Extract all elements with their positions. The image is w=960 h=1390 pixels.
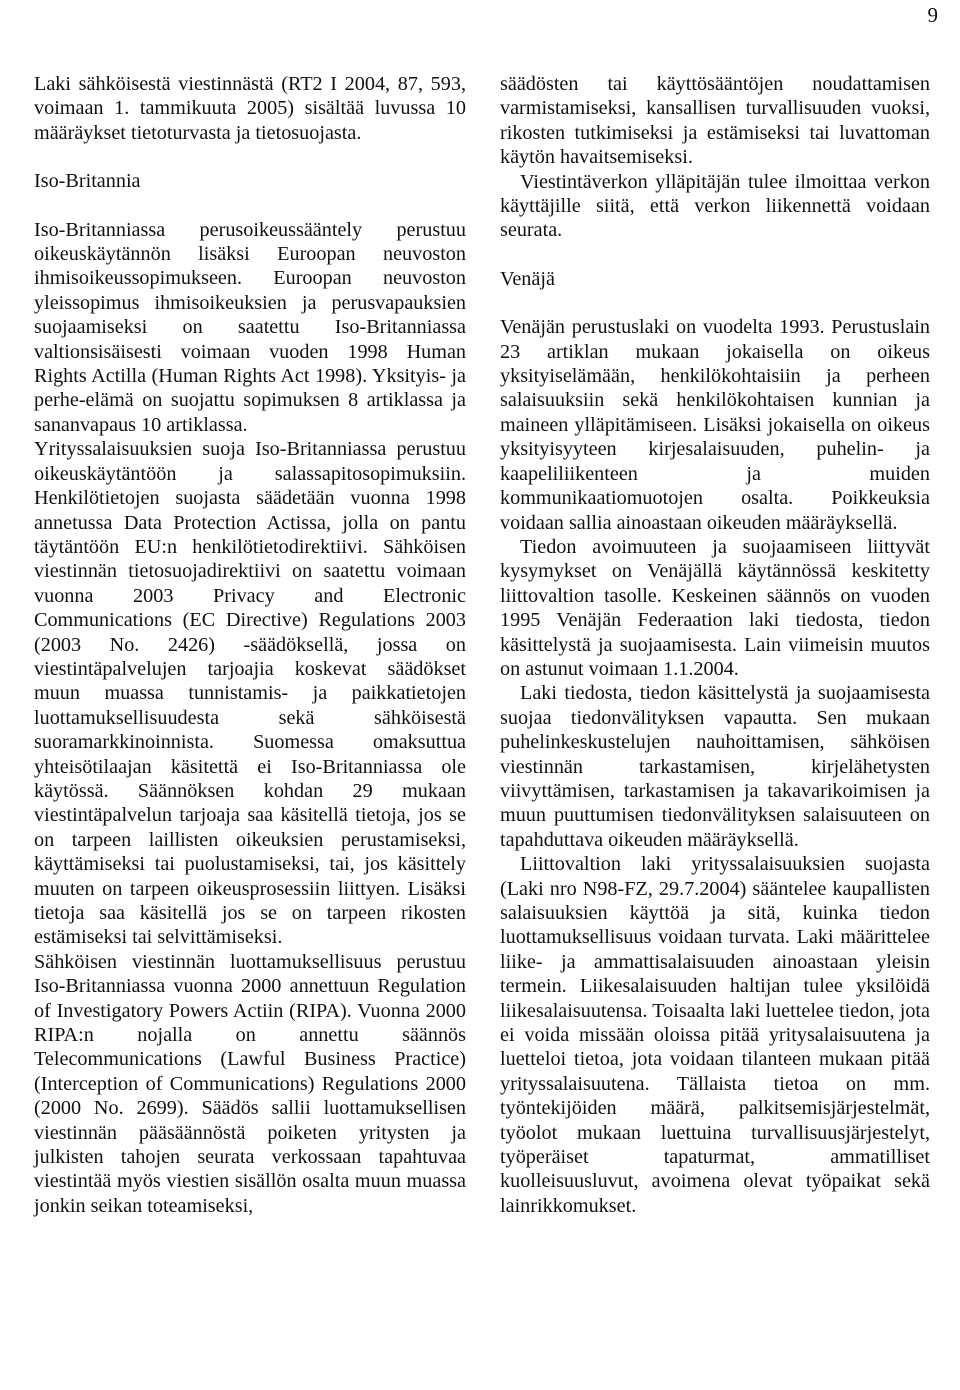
right-column xyxy=(500,72,930,1218)
paragraph: Liittovaltion laki yrityssalaisuuksien suojasta (Laki nro N98-FZ, 29.7.2004) sääntelee kaupallisten salaisuuksien käyttöä ja sitä, kuinka tiedon luottamuksellisuus voidaan turvata. Laki määrittelee liike- ja ammattisalaisuuden ainoastaan yleisin termein. Liikesalaisuuden haltijan tulee yksilöidä liikesalaisuutensa. Toisaalta laki luettelee tiedon, jota ei voida missään oloissa pitää yritysalaisuutena ja luetteloi tietoa, jota voidaan tilanteen mukaan pitää yrityssalaisuutena. Tällaista tietoa on mm. työntekijöiden määrä, palkitsemisjärjestelmät, työolot mukaan luettuina turvallisuusjärjestelyt, työperäiset tapaturmat, ammatilliset kuolleisuusluvut, avoimena olevat työpaikat sekä lainrikkomukset. xyxy=(500,853,930,1217)
intro-paragraph: Laki sähköisestä viestinnästä (RT2 I 2004, 87, 593, voimaan 1. tammikuuta 2005) sisältää luvussa 10 määräykset tietoturvasta ja tietosuojasta. xyxy=(34,73,466,144)
paragraph: säädösten tai käyttösääntöjen noudattamisen varmistamiseksi, kansallisen turvallisuuden vuoksi, rikosten tutkimiseksi ja estämiseksi tai luvattoman käytön havaitsemiseksi. xyxy=(500,73,930,169)
paragraph: Viestintäverkon ylläpitäjän tulee ilmoittaa verkon käyttäjille siitä, että verkon liikennettä voidaan seurata. xyxy=(500,170,930,242)
page-number: 9 xyxy=(927,3,938,27)
paragraph: Venäjän perustuslaki on vuodelta 1993. Perustuslain 23 artiklan mukaan jokaisella on oikeus yksityiselämään, henkilökohtaisiin ja perheen salaisuuksiin sekä henkilökohtaisen kunnian ja maineen ylläpitämiseen. Lisäksi jokaisella on oikeus yksityisyyteen kirjesalaisuuden, puhelin- ja kaapeliliikenteen ja muiden kommunikaatiomuotojen osalta. Poikkeuksia voidaan sallia ainoastaan oikeuden määräyksellä. xyxy=(500,316,930,534)
paragraph: Sähköisen viestinnän luottamuksellisuus perustuu Iso-Britanniassa vuonna 2000 annettuun Regulation of Investigatory Powers Actiin (RIPA). Vuonna 2000 RIPA:n nojalla on annettu säännös Telecommunications (Lawful Business Practice)(Interception of Communications) Regulations 2000 (2000 No. 2699). Säädös sallii luottamuksellisen viestinnän pääsäännöstä poiketen yritysten ja julkisten tahojen seurata verkossaan tapahtuvaa viestintää myös viestien sisällön osalta muun muassa jonkin seikan toteamiseksi, xyxy=(34,950,466,1217)
paragraph: Iso-Britanniassa perusoikeussääntely perustuu oikeuskäytännön lisäksi Euroopan neuvoston ihmisoikeussopimukseen. Euroopan neuvoston yleissopimus ihmisoikeuksien ja perusvapauksien suojaamiseksi on saatettu Iso-Britanniassa valtionsisäisesti voimaan vuoden 1998 Human Rights Actilla (Human Rights Act 1998). Yksityis- ja perhe-elämä on suojattu sopimuksen 8 artiklassa ja sananvapaus 10 artiklassa. xyxy=(34,218,466,436)
paragraph: Yrityssalaisuuksien suoja Iso-Britanniassa perustuu oikeuskäytäntöön ja salassapitosopimuksiin. Henkilötietojen suojasta säädetään vuonna 1998 annetussa Data Protection Actissa, jolla on pantu täytäntöön EU:n henkilötietodirektiivi. Sähköisen viestinnän tietosuojadirektiivi on saatettu voimaan vuonna 2003 Privacy and Electronic Communications (EC Directive) Regulations 2003 (2003 No. 2426) -säädöksellä, jossa on viestintäpalvelujen tarjoajia koskevat säädökset muun muassa tunnistamis- ja paikkatietojen luottamuksellisuudesta sekä sähköisestä suoramarkkinoinnista. Suomessa omaksuttua yhteisötilaajan käsitettä ei Iso-Britanniassa ole käytössä. Säännöksen kohdan 29 mukaan viestintäpalvelun tarjoaja saa käsitellä tietoja, jos se on tarpeen laillisten oikeuksien perustamiseksi, käyttämiseksi tai puolustamiseksi, tai, jos käsittely muuten on tarpeen oikeusprosessiin liittyen. Lisäksi tietoja saa käsitellä jos se on tarpeen rikosten estämiseksi tai selvittämiseksi. xyxy=(34,438,466,949)
paragraph: Laki tiedosta, tiedon käsittelystä ja suojaamisesta suojaa tiedonvälityksen vapautta. Sen mukaan puhelinkeskustelujen nauhoittamisen, sähköisen viestinnän tarkastamisen, kirjelähetysten viivyttämisen, tarkastamisen ja takavarikoimisen ja muun puuttumisen tiedonvälityksen salaisuuteen on tapahduttava oikeuden määräyksellä. xyxy=(500,682,930,851)
left-column xyxy=(34,72,466,1218)
section-heading-uk: Iso-Britannia xyxy=(34,170,141,193)
paragraph: Tiedon avoimuuteen ja suojaamiseen liittyvät kysymykset on Venäjällä käytännössä keskitetty liittovaltion tasolle. Keskeinen säännös on vuoden 1995 Venäjän Federaation laki tiedosta, tiedon käsittelystä ja suojaamisesta. Lain viimeisin muutos on astunut voimaan 1.1.2004. xyxy=(500,535,930,680)
section-heading-russia: Venäjä xyxy=(500,267,555,290)
